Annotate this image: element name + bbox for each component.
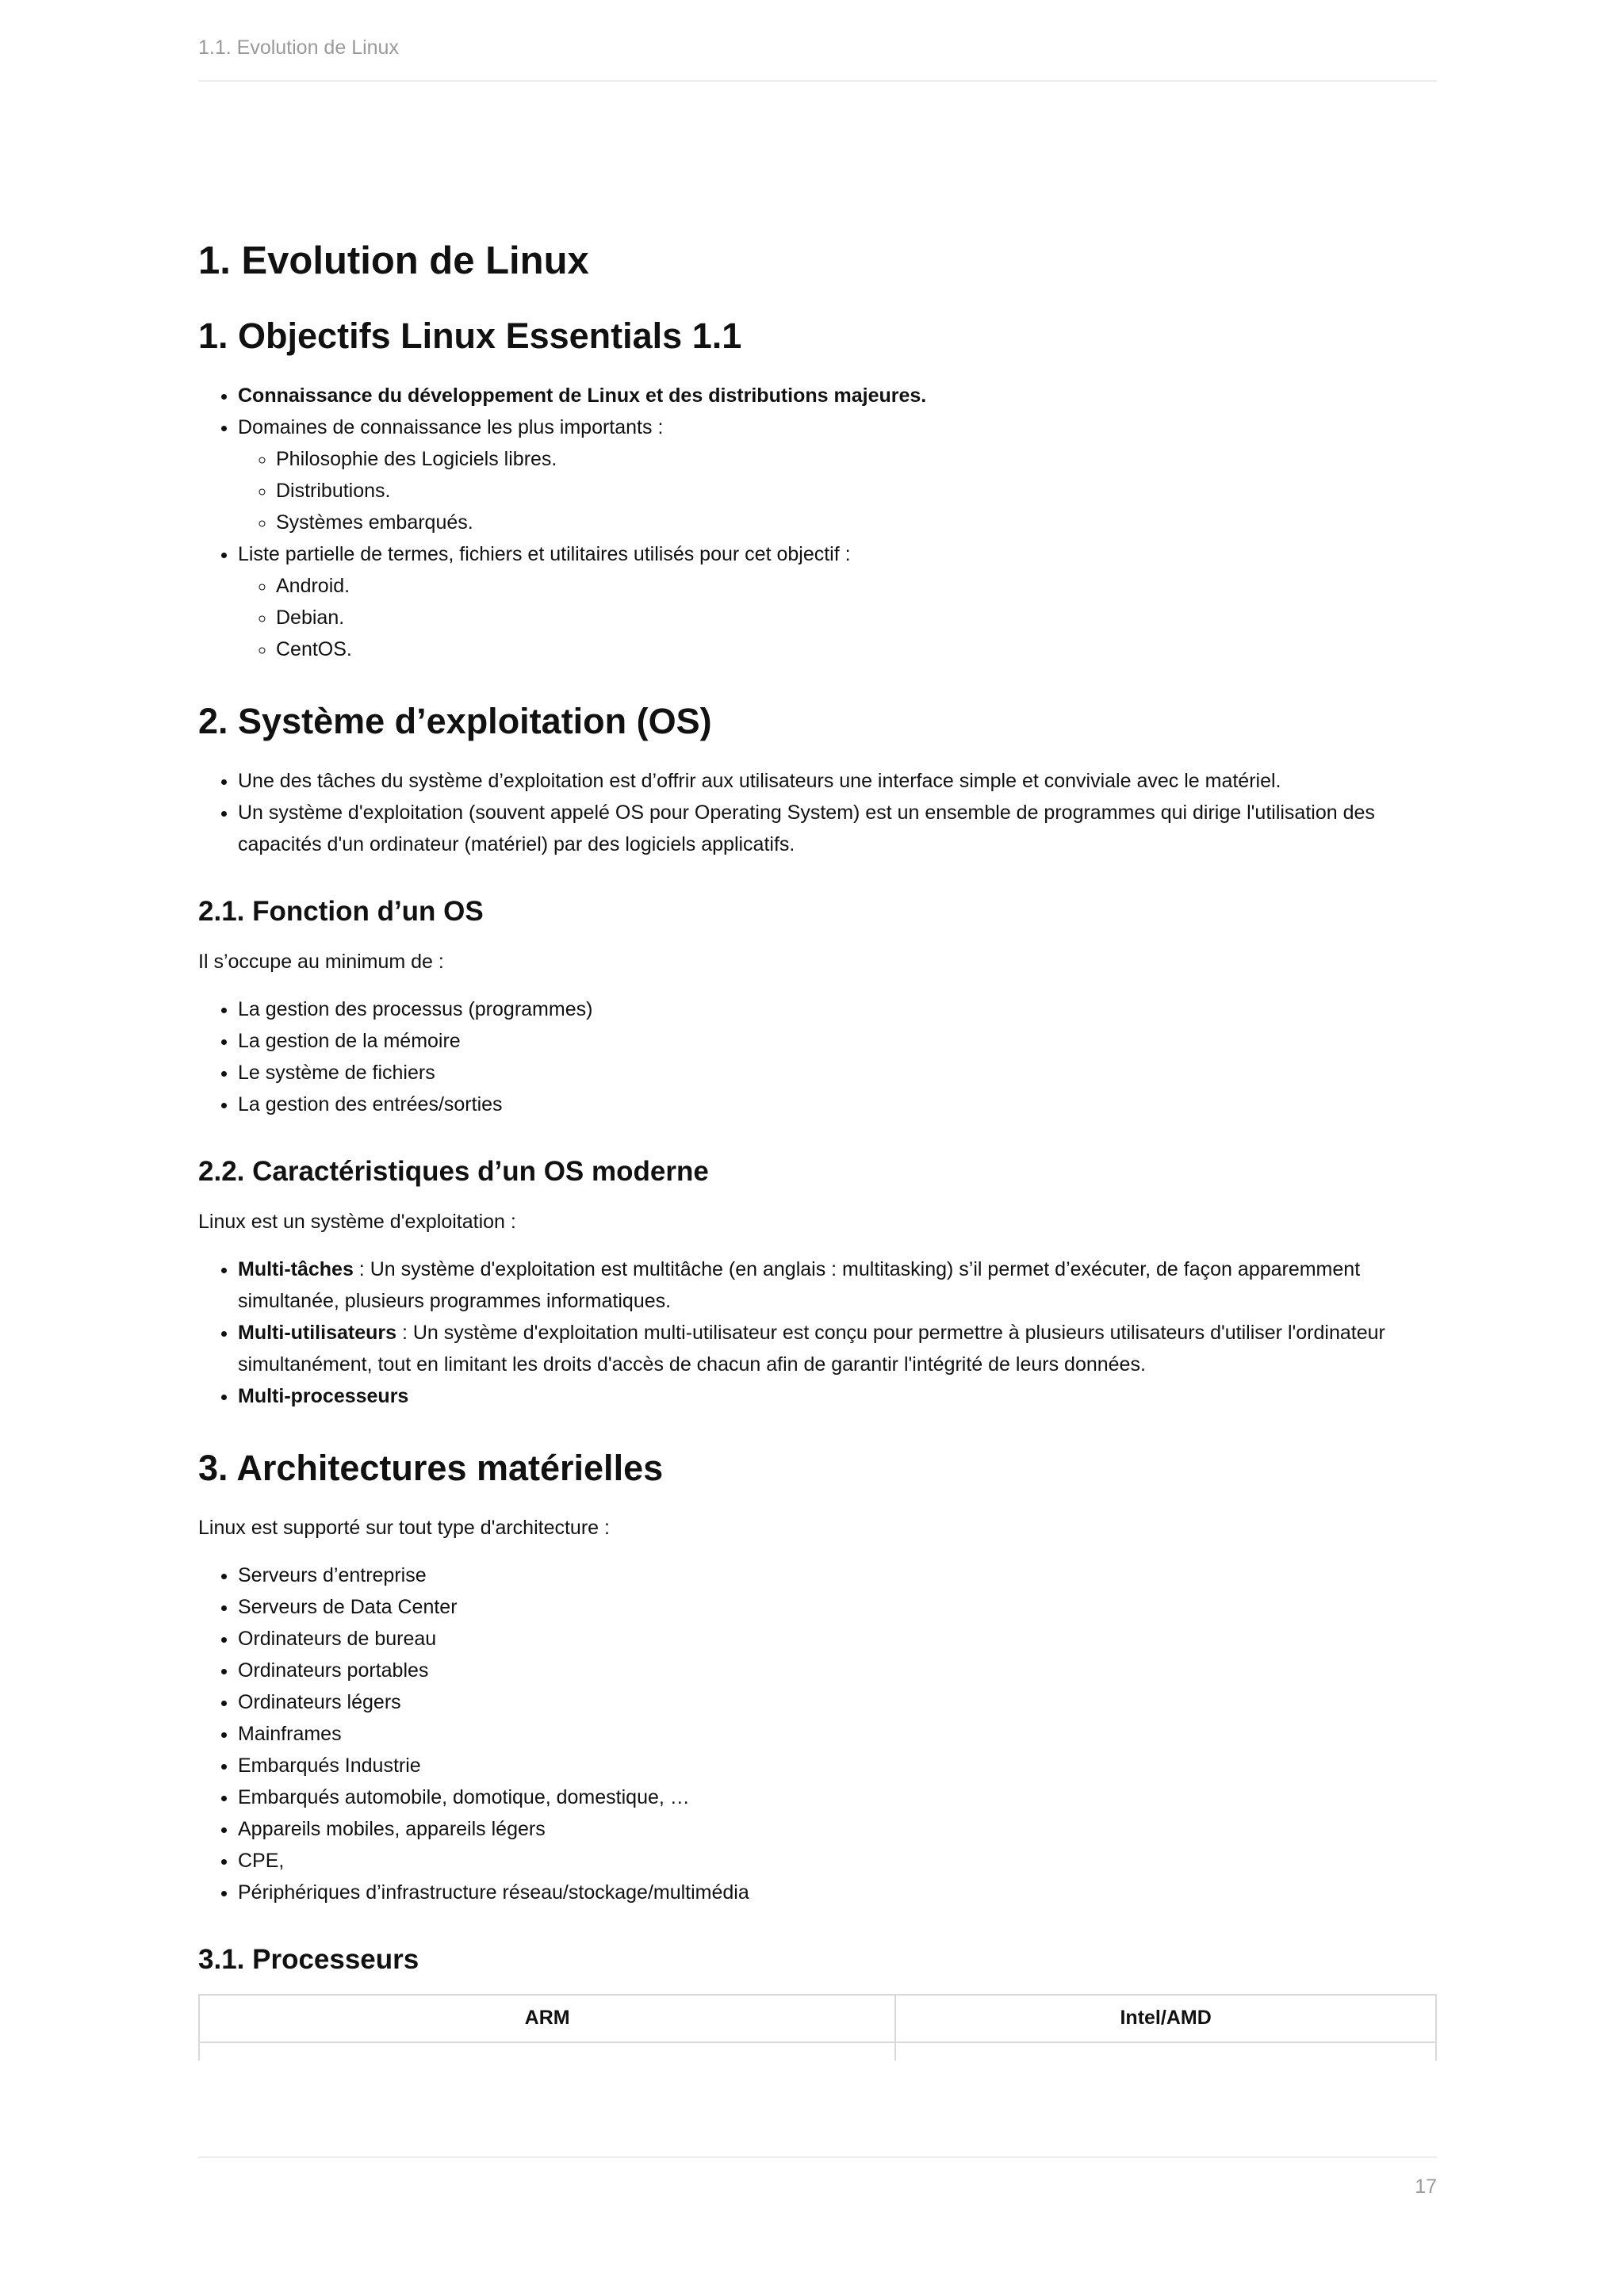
list-item: • Serveurs de Data Center <box>238 1591 1437 1623</box>
section-heading: 3. Architectures matérielles <box>198 1447 664 1488</box>
os-list <box>198 765 1437 860</box>
bold-text: Connaissance du développement de Linux et des distributions majeures. <box>238 384 927 407</box>
os-functions-list <box>198 993 1437 1120</box>
paragraph: Linux est supporté sur tout type d'architecture : <box>198 1516 610 1539</box>
header-divider <box>198 80 1437 82</box>
section-heading: 1. Objectifs Linux Essentials 1.1 <box>198 315 742 356</box>
section-os <box>198 700 1437 1412</box>
list-item: • Une des tâches du système d’exploitation est d’offrir aux utilisateurs une interface simple et conviviale avec le matériel. <box>238 765 1437 797</box>
list-item <box>238 1253 1437 1317</box>
list-item: • Un système d'exploitation (souvent appelé OS pour Operating System) est un ensemble de programmes qui dirige l'utilisation des capacités d'un ordinateur (matériel) par des logiciels applicatifs. <box>238 797 1437 860</box>
subsection-heading: 3.1. Processeurs <box>198 1943 419 1975</box>
list-item: • Ordinateurs légers <box>238 1686 1437 1718</box>
sub-list-item: ◦ Distributions. <box>276 475 1437 507</box>
list-item: • Appareils mobiles, appareils légers <box>238 1813 1437 1845</box>
list-item <box>238 1317 1437 1380</box>
bold-term: Multi-utilisateurs <box>238 1321 397 1344</box>
document-title: 1. Evolution de Linux <box>198 239 589 282</box>
list-item: • Périphériques d’infrastructure réseau/stockage/multimédia <box>238 1877 1437 1908</box>
list-item: • CPE, <box>238 1845 1437 1877</box>
list-item: • Mainframes <box>238 1718 1437 1750</box>
sub-list <box>238 570 1437 665</box>
table-cell <box>199 2042 895 2061</box>
list-item: • Serveurs d’entreprise <box>238 1559 1437 1591</box>
list-item: • La gestion des entrées/sorties <box>238 1089 1437 1120</box>
list-item-text: : Un système d'exploitation multi-utilisateur est conçu pour permettre à plusieurs utilisateurs d'utiliser l'ordinateur simultanément, tout en limitant les droits d'accès de chacun afin de garantir l'intégrité de leurs données. <box>238 1321 1385 1376</box>
list-item <box>238 380 1437 411</box>
objectives-list <box>198 380 1437 665</box>
bold-term: Multi-tâches <box>238 1257 354 1280</box>
list-item: • Ordinateurs de bureau <box>238 1623 1437 1655</box>
list-item <box>238 538 1437 665</box>
list-item: • La gestion des processus (programmes) <box>238 993 1437 1025</box>
sub-list <box>238 443 1437 538</box>
document-page <box>198 0 1437 2296</box>
list-item: • Ordinateurs portables <box>238 1655 1437 1686</box>
list-item: • Embarqués automobile, domotique, domestique, … <box>238 1781 1437 1813</box>
bold-term: Multi-processeurs <box>238 1384 409 1407</box>
section-heading: 2. Système d’exploitation (OS) <box>198 700 712 741</box>
section-objectifs <box>198 315 1437 665</box>
sub-list-item: ◦ Systèmes embarqués. <box>276 507 1437 538</box>
sub-list-item: ◦ CentOS. <box>276 633 1437 665</box>
subsection-heading: 2.2. Caractéristiques d’un OS moderne <box>198 1155 709 1187</box>
table-header-row <box>199 1995 1436 2042</box>
os-features-list <box>198 1253 1437 1412</box>
list-item <box>238 1380 1437 1412</box>
list-item-text: Liste partielle de termes, fichiers et utilitaires utilisés pour cet objectif : <box>238 542 851 565</box>
list-item-text: : Un système d'exploitation est multitâche (en anglais : multitasking) s’il permet d’exécuter, de façon apparemment simultanée, plusieurs programmes informatiques. <box>238 1257 1361 1312</box>
paragraph: Linux est un système d'exploitation : <box>198 1210 516 1233</box>
sub-list-item: ◦ Android. <box>276 570 1437 602</box>
table-cell <box>895 2042 1436 2061</box>
column-header-intel-amd: Intel/AMD <box>895 1995 1436 2042</box>
footer-divider <box>198 2156 1437 2158</box>
list-item-text: Domaines de connaissance les plus importants : <box>238 415 664 438</box>
page-number: 17 <box>1415 2175 1437 2198</box>
subsection-heading: 2.1. Fonction d’un OS <box>198 895 484 927</box>
list-item: • Le système de fichiers <box>238 1057 1437 1089</box>
sub-list-item: ◦ Philosophie des Logiciels libres. <box>276 443 1437 475</box>
list-item: • Embarqués Industrie <box>238 1750 1437 1781</box>
architectures-list <box>198 1559 1437 1908</box>
section-architectures <box>198 1447 1437 2061</box>
sub-list-item: ◦ Debian. <box>276 602 1437 633</box>
table-row <box>199 2042 1436 2061</box>
list-item: • La gestion de la mémoire <box>238 1025 1437 1057</box>
list-item <box>238 411 1437 538</box>
running-header: 1.1. Evolution de Linux <box>198 36 399 59</box>
paragraph: Il s’occupe au minimum de : <box>198 950 444 973</box>
column-header-arm: ARM <box>199 1995 895 2042</box>
page-content <box>198 238 1437 2061</box>
processors-table <box>198 1994 1437 2061</box>
